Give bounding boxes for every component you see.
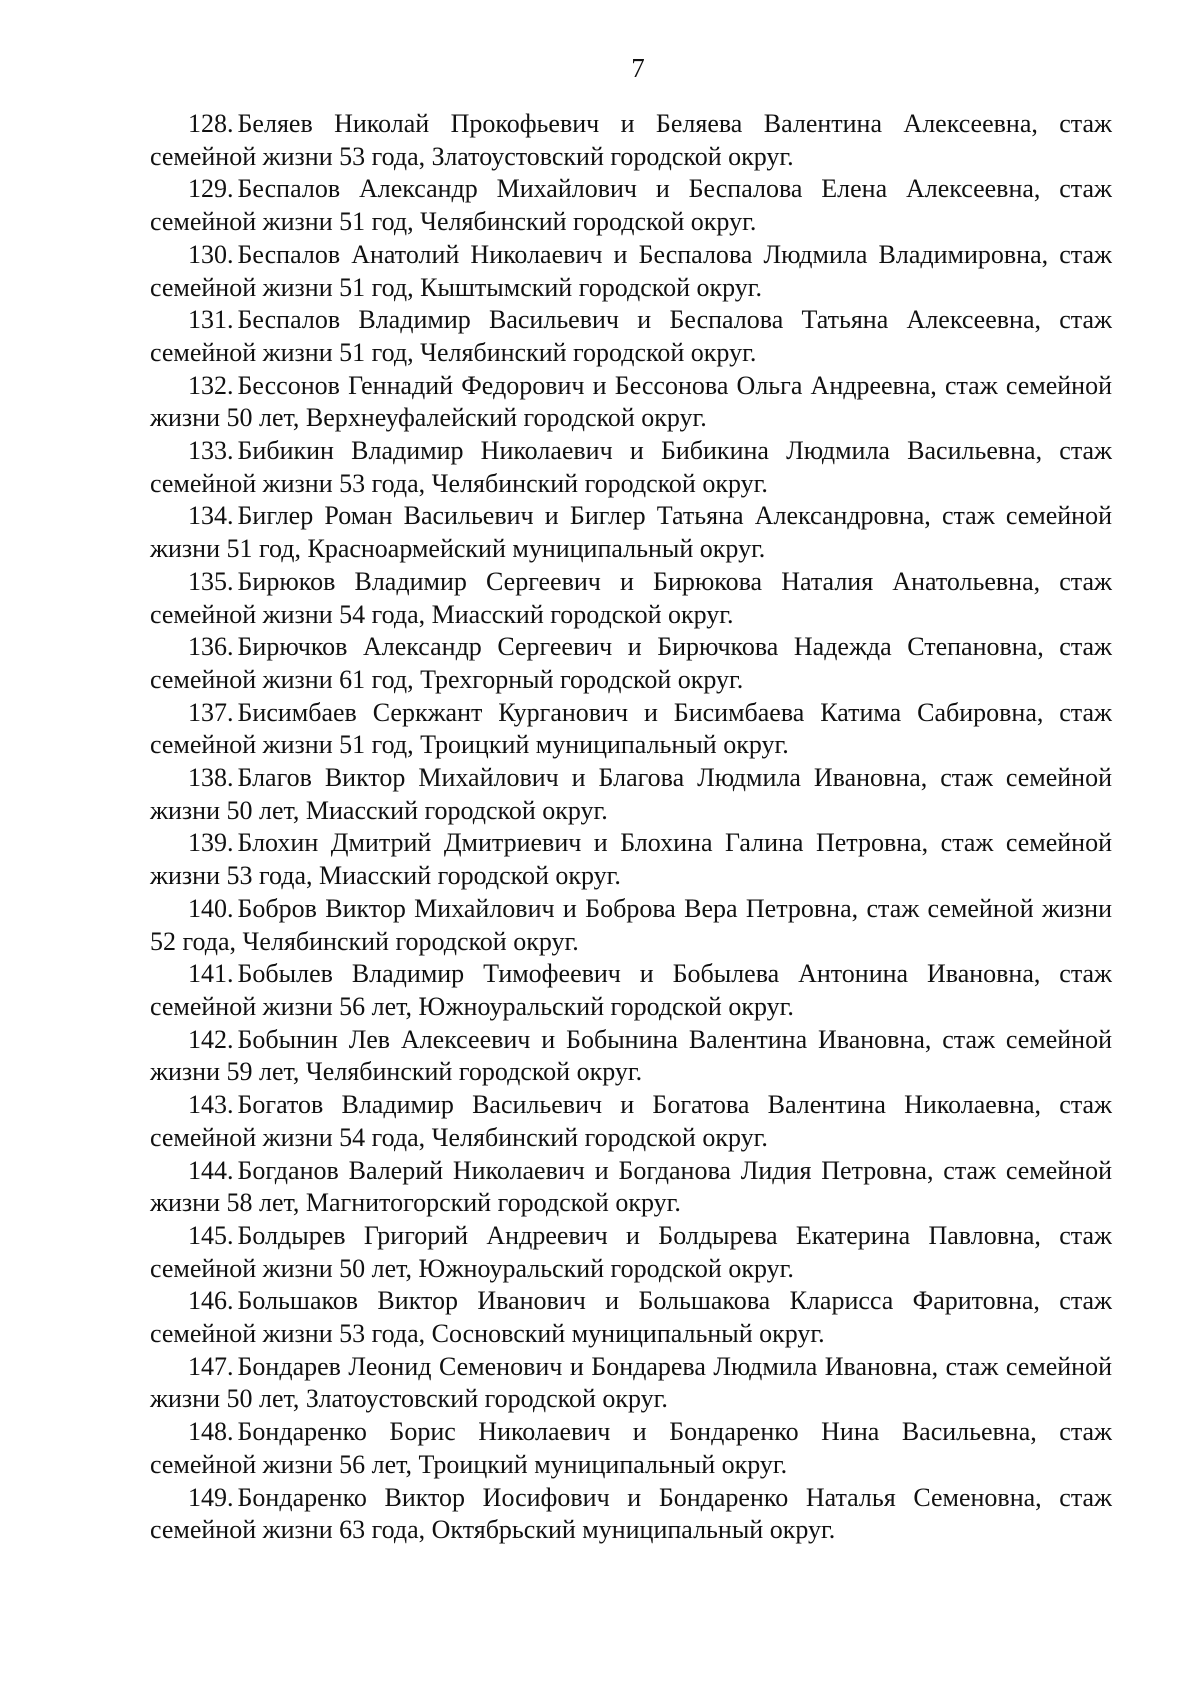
list-item: [150, 1089, 1112, 1154]
list-item: [150, 304, 1112, 369]
entry-text: Блохин Дмитрий Дмитриевич и Блохина Галина Петровна, стаж семейной жизни 53 года, Миасский городской округ.: [150, 828, 1112, 891]
entry-text: Бондарев Леонид Семенович и Бондарева Людмила Ивановна, стаж семейной жизни 50 лет, Златоустовский городской округ.: [150, 1351, 1112, 1414]
entry-text: Благов Виктор Михайлович и Благова Людмила Ивановна, стаж семейной жизни 50 лет, Миасский городской округ.: [150, 763, 1112, 825]
entry-number: 135.: [188, 566, 234, 596]
page-number: 7: [631, 53, 645, 83]
entry-number: 149.: [188, 1482, 234, 1512]
entry-number: 141.: [188, 959, 234, 989]
entry-number: 147.: [188, 1351, 234, 1381]
entry-number: 140.: [188, 893, 234, 923]
entry-number: 138.: [188, 763, 234, 793]
entry-text: Бессонов Геннадий Федорович и Бессонова Ольга Андреевна, стаж семейной жизни 50 лет, Верхнеуфалейский городской округ.: [150, 370, 1112, 433]
entry-number: 132.: [188, 370, 234, 400]
list-item: [150, 108, 1112, 173]
entry-number: 145.: [188, 1220, 234, 1250]
list-item: [150, 566, 1112, 631]
list-item: [150, 631, 1112, 696]
entry-number: 137.: [188, 697, 234, 727]
entry-text: Богатов Владимир Васильевич и Богатова Валентина Николаевна, стаж семейной жизни 54 года, Челябинский городской округ.: [150, 1090, 1112, 1152]
entry-text: Богданов Валерий Николаевич и Богданова Лидия Петровна, стаж семейной жизни 58 лет, Магнитогорский городской округ.: [150, 1155, 1112, 1218]
entry-text: Беспалов Владимир Васильевич и Беспалова Татьяна Алексеевна, стаж семейной жизни 51 год, Челябинский городской округ.: [150, 305, 1112, 367]
entry-text: Бобынин Лев Алексеевич и Бобынина Валентина Ивановна, стаж семейной жизни 59 лет, Челябинский городской округ.: [150, 1024, 1112, 1087]
entry-number: 146.: [188, 1286, 234, 1316]
entry-number: 133.: [188, 436, 234, 466]
list-item: [150, 827, 1112, 892]
list-item: [150, 1351, 1112, 1416]
entry-text: Бобылев Владимир Тимофеевич и Бобылева Антонина Ивановна, стаж семейной жизни 56 лет, Южноуральский городской округ.: [150, 959, 1112, 1021]
list-item: [150, 1155, 1112, 1220]
entry-number: 136.: [188, 632, 234, 662]
entry-text: Бондаренко Борис Николаевич и Бондаренко Нина Васильевна, стаж семейной жизни 56 лет, Троицкий муниципальный округ.: [150, 1417, 1112, 1479]
entry-text: Беляев Николай Прокофьевич и Беляева Валентина Алексеевна, стаж семейной жизни 53 года, Златоустовский городской округ.: [150, 109, 1112, 171]
entry-text: Бирюков Владимир Сергеевич и Бирюкова Наталия Анатольевна, стаж семейной жизни 54 года, Миасский городской округ.: [150, 566, 1112, 629]
list-item: [150, 958, 1112, 1023]
entry-text: Беспалов Анатолий Николаевич и Беспалова Людмила Владимировна, стаж семейной жизни 51 год, Кыштымский городской округ.: [150, 239, 1112, 302]
list-item: [150, 762, 1112, 827]
entry-text: Бибикин Владимир Николаевич и Бибикина Людмила Васильевна, стаж семейной жизни 53 года, Челябинский городской округ.: [150, 436, 1112, 498]
list-item: [150, 1482, 1112, 1547]
entries-list: [150, 108, 1112, 1547]
entry-number: 129.: [188, 174, 234, 204]
list-item: [150, 1220, 1112, 1285]
entry-number: 139.: [188, 828, 234, 858]
entry-text: Бисимбаев Серкжант Курганович и Бисимбаева Катима Сабировна, стаж семейной жизни 51 год, Троицкий муниципальный округ.: [150, 697, 1112, 760]
entry-text: Бобров Виктор Михайлович и Боброва Вера Петровна, стаж семейной жизни 52 года, Челябинский городской округ.: [150, 893, 1112, 956]
entry-number: 142.: [188, 1024, 234, 1054]
entry-number: 144.: [188, 1155, 234, 1185]
entry-number: 134.: [188, 501, 234, 531]
list-item: [150, 1024, 1112, 1089]
entry-text: Большаков Виктор Иванович и Большакова Кларисса Фаритовна, стаж семейной жизни 53 года, Сосновский муниципальный округ.: [150, 1286, 1112, 1349]
entry-number: 131.: [188, 305, 234, 335]
entry-number: 148.: [188, 1417, 234, 1447]
entry-text: Бирючков Александр Сергеевич и Бирючкова Надежда Степановна, стаж семейной жизни 61 год, Трехгорный городской округ.: [150, 632, 1112, 694]
list-item: [150, 1416, 1112, 1481]
list-item: [150, 435, 1112, 500]
list-item: [150, 893, 1112, 958]
entry-number: 128.: [188, 109, 234, 138]
list-item: [150, 173, 1112, 238]
list-item: [150, 1285, 1112, 1350]
entry-text: Болдырев Григорий Андреевич и Болдырева Екатерина Павловна, стаж семейной жизни 50 лет, Южноуральский городской округ.: [150, 1220, 1112, 1283]
entry-text: Беспалов Александр Михайлович и Беспалова Елена Алексеевна, стаж семейной жизни 51 год, Челябинский городской округ.: [150, 174, 1112, 237]
entry-number: 143.: [188, 1090, 234, 1120]
entry-number: 130.: [188, 239, 234, 269]
list-item: [150, 370, 1112, 435]
entry-text: Биглер Роман Васильевич и Биглер Татьяна Александровна, стаж семейной жизни 51 год, Красноармейский муниципальный округ.: [150, 501, 1112, 564]
entry-text: Бондаренко Виктор Иосифович и Бондаренко Наталья Семеновна, стаж семейной жизни 63 года, Октябрьский муниципальный округ.: [150, 1482, 1112, 1545]
list-item: [150, 697, 1112, 762]
list-item: [150, 500, 1112, 565]
list-item: [150, 239, 1112, 304]
